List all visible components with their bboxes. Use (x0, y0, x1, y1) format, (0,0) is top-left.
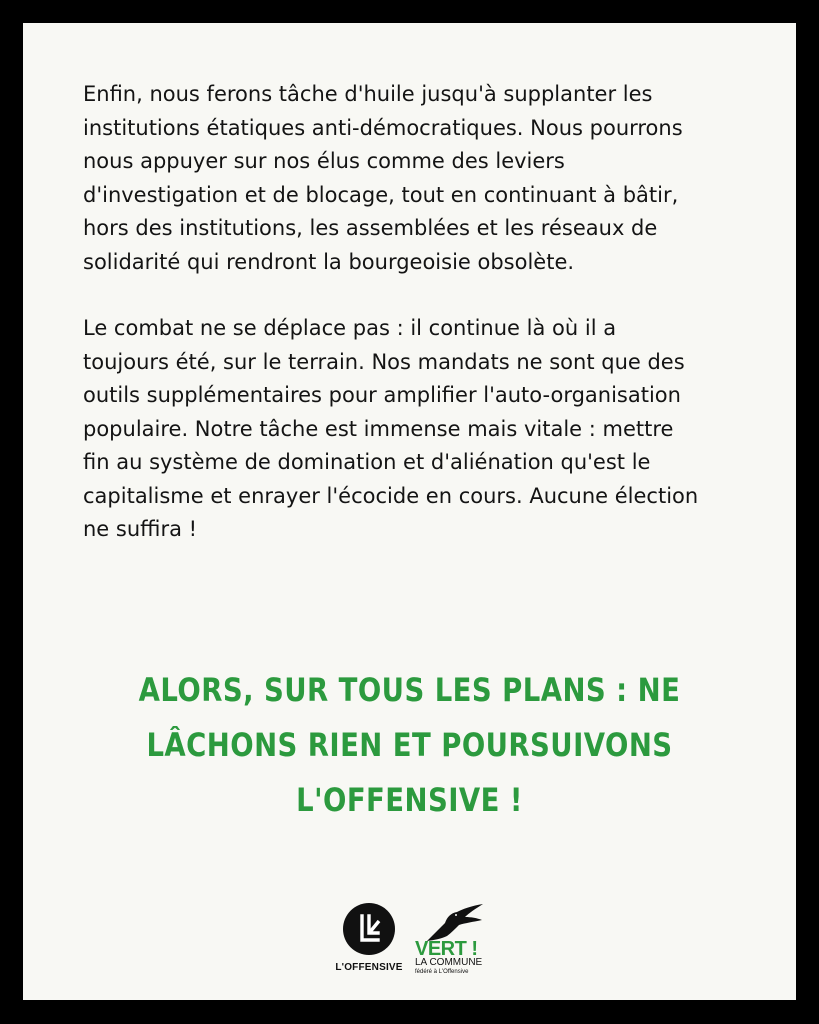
slogan-line: LÂCHONS RIEN ET POURSUIVONS (146, 726, 673, 764)
text-line: hors des institutions, les assemblées et les réseaux de (83, 216, 658, 240)
loffensive-icon (343, 903, 395, 955)
text-line: capitalisme et enrayer l'écocide en cours. Aucune élection (83, 483, 699, 508)
text-line: Enfin, nous ferons tâche d'huile jusqu'à supplanter les (83, 82, 653, 106)
body-text (83, 78, 763, 547)
poster-card (23, 23, 796, 1000)
slogan-heading (77, 663, 742, 828)
loffensive-logo (333, 903, 405, 973)
slogan-line: L'OFFENSIVE ! (296, 781, 523, 819)
text-line: Le combat ne se déplace pas : il continue là où il a (83, 316, 617, 340)
loffensive-label: L'OFFENSIVE (335, 962, 403, 973)
vert-subtitle: LA COMMUNE (415, 957, 483, 968)
paragraph-2 (83, 312, 763, 547)
text-line: nous appuyer sur nos élus comme des leviers (83, 149, 565, 173)
text-line: solidarité qui rendront la bourgeoisie obsolète. (83, 249, 575, 274)
paragraph-1 (83, 78, 763, 279)
text-line: ne suffira ! (83, 517, 198, 541)
text-line: fin au système de domination et d'aliénation qu'est le (83, 450, 651, 474)
vert-title: VERT ! (415, 938, 478, 960)
swallow-icon (425, 903, 485, 943)
text-line: toujours été, sur le terrain. Nos mandats ne sont que des (83, 349, 685, 374)
text-line: d'investigation et de blocage, tout en continuant à bâtir, (83, 182, 679, 207)
text-line: outils supplémentaires pour amplifier l'auto-organisation (83, 383, 681, 407)
text-line: institutions étatiques anti-démocratiques. Nous pourrons (83, 115, 683, 140)
vert-tagline: fédéré à L'Offensive (415, 969, 469, 975)
slogan-line: ALORS, SUR TOUS LES PLANS : NE (138, 671, 681, 709)
text-line: populaire. Notre tâche est immense mais vitale : mettre (83, 416, 674, 441)
logos-footer (333, 903, 503, 983)
